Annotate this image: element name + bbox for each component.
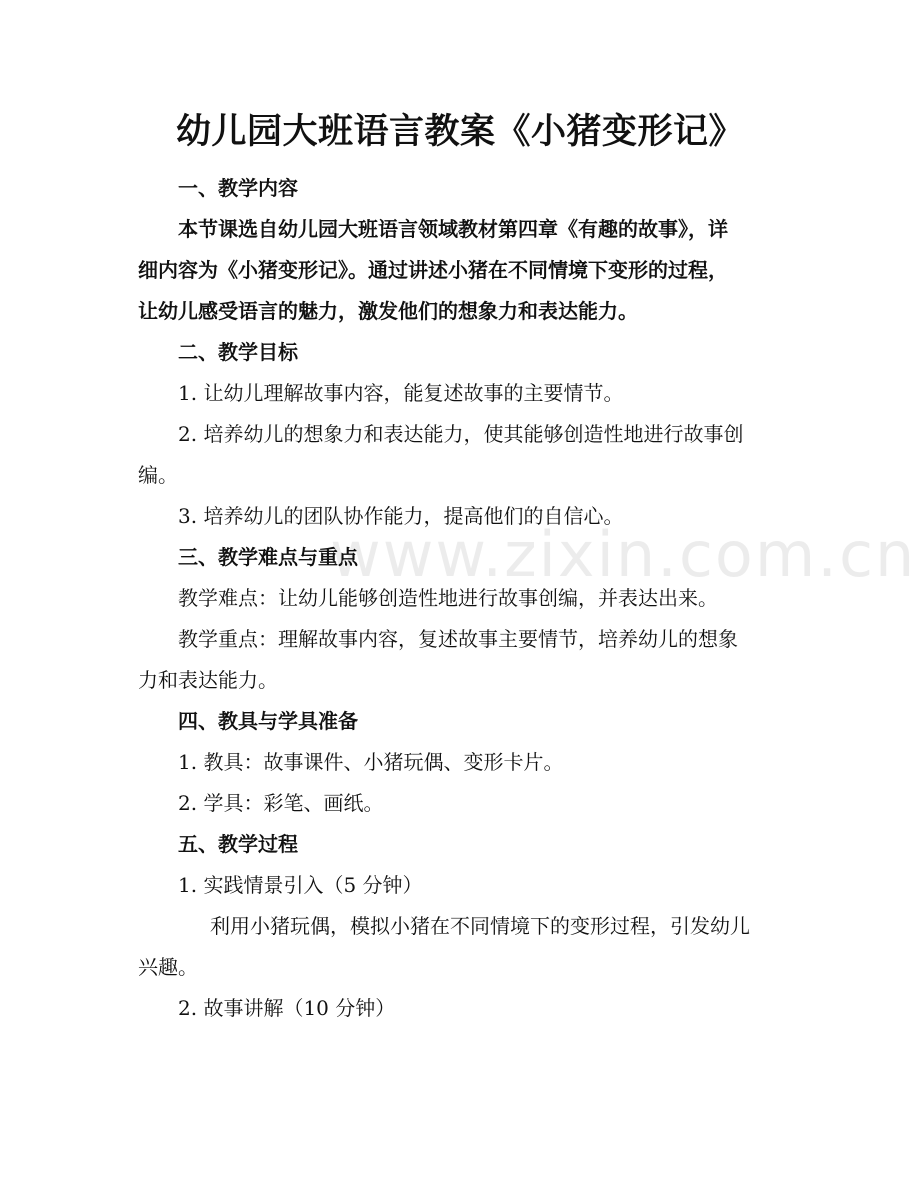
section-heading-5: 五、教学过程 bbox=[178, 832, 298, 856]
section-heading-2: 二、教学目标 bbox=[178, 340, 298, 364]
list-item: 1. 让幼儿理解故事内容，能复述故事的主要情节。 bbox=[178, 381, 624, 405]
list-item: 2. 培养幼儿的想象力和表达能力，使其能够创造性地进行故事创 bbox=[178, 422, 744, 446]
list-item: 2. 故事讲解（10 分钟） bbox=[178, 996, 396, 1020]
watermark: www.zixin.com.cn bbox=[330, 518, 917, 591]
list-item: 1. 教具：故事课件、小猪玩偶、变形卡片。 bbox=[178, 750, 564, 774]
paragraph-line: 细内容为《小猪变形记》。通过讲述小猪在不同情境下变形的过程， bbox=[138, 258, 728, 282]
list-item-continued: 编。 bbox=[138, 463, 178, 487]
paragraph-line: 利用小猪玩偶，模拟小猪在不同情境下的变形过程，引发幼儿 bbox=[210, 914, 750, 938]
list-item: 1. 实践情景引入（5 分钟） bbox=[178, 873, 423, 897]
paragraph-line: 兴趣。 bbox=[138, 955, 198, 979]
section-heading-3: 三、教学难点与重点 bbox=[178, 545, 358, 569]
paragraph-line: 教学难点：让幼儿能够创造性地进行故事创编，并表达出来。 bbox=[178, 586, 718, 610]
section-heading-4: 四、教具与学具准备 bbox=[178, 709, 358, 733]
list-item: 2. 学具：彩笔、画纸。 bbox=[178, 791, 384, 815]
list-item: 3. 培养幼儿的团队协作能力，提高他们的自信心。 bbox=[178, 504, 624, 528]
paragraph-line: 让幼儿感受语言的魅力，激发他们的想象力和表达能力。 bbox=[138, 299, 638, 323]
paragraph-line: 教学重点：理解故事内容，复述故事主要情节，培养幼儿的想象 bbox=[178, 627, 738, 651]
section-heading-1: 一、教学内容 bbox=[178, 176, 298, 200]
paragraph-line: 力和表达能力。 bbox=[138, 668, 278, 692]
paragraph-line: 本节课选自幼儿园大班语言领域教材第四章《有趣的故事》，详 bbox=[178, 217, 728, 241]
document-title: 幼儿园大班语言教案《小猪变形记》 bbox=[175, 112, 744, 152]
